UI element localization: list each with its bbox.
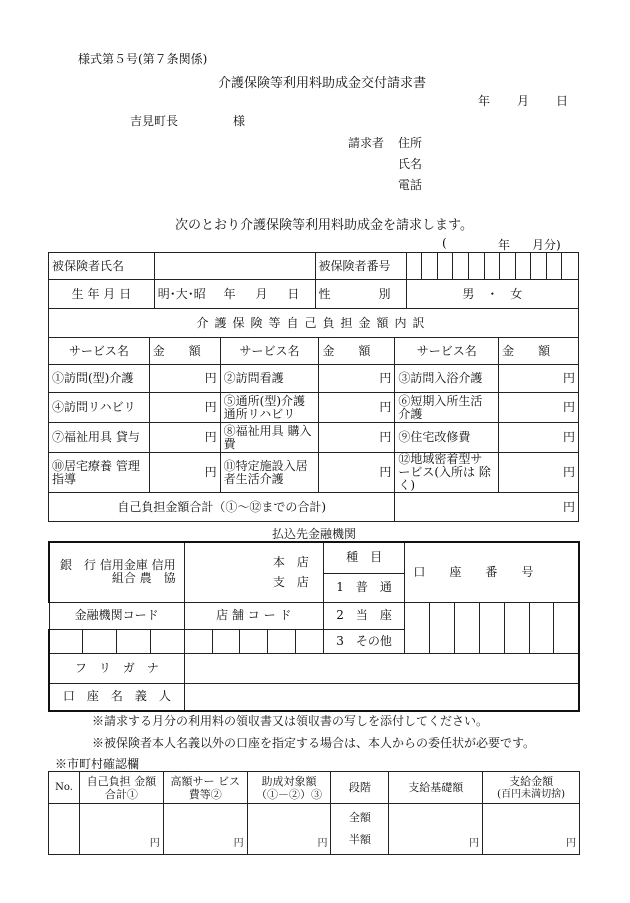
- dob-year: 年: [223, 286, 236, 301]
- total-label: 自己負担金額合計（①～⑫までの合計): [49, 493, 395, 522]
- institution-code-digit[interactable]: [150, 629, 184, 653]
- row-no[interactable]: [49, 804, 80, 855]
- confirm-table: [48, 771, 580, 855]
- col-service: サービス名: [395, 338, 499, 365]
- account-holder-field[interactable]: [184, 683, 579, 711]
- period-year: 年: [498, 238, 511, 252]
- insured-number-digit[interactable]: [406, 253, 422, 280]
- service-name: ①訪問(型)介護: [49, 365, 150, 393]
- self-total-amount[interactable]: 円: [79, 804, 163, 855]
- insured-name-field[interactable]: [154, 253, 315, 280]
- insured-number-digit[interactable]: [437, 253, 453, 280]
- insured-number-digit[interactable]: [562, 253, 579, 280]
- addressee-honorific: 様: [233, 114, 246, 128]
- service-name: ⑥短期入所生活 介護: [395, 393, 499, 423]
- service-name: ⑪特定施設入居 者生活介護: [220, 453, 319, 493]
- service-amount[interactable]: 円: [149, 423, 220, 453]
- date-month: 月: [517, 94, 530, 108]
- insured-number-digit[interactable]: [500, 253, 516, 280]
- institution-code-label: 金融機関コード: [49, 602, 184, 629]
- breakdown-table: [48, 308, 579, 522]
- col-amount: 金 額: [149, 338, 220, 365]
- dob-day: 日: [287, 286, 300, 301]
- insured-number-digit[interactable]: [531, 253, 547, 280]
- account-type-3[interactable]: 3 その他: [323, 629, 405, 653]
- col-stage: 段階: [331, 772, 389, 804]
- service-name: ⑩居宅療養 管理指導: [49, 453, 150, 493]
- breakdown-title: 介護保険等自己負担金額内訳: [49, 309, 579, 338]
- col-amount: 金 額: [319, 338, 395, 365]
- insured-number-digit[interactable]: [453, 253, 469, 280]
- service-name: ③訪問入浴介護: [395, 365, 499, 393]
- form-title: 介護保険等利用料助成金交付請求書: [218, 76, 427, 91]
- col-payment-sub: (百円未満切捨): [497, 788, 565, 800]
- service-name: ⑫地域密着型サ ービス(入所は 除く): [395, 453, 499, 493]
- branch-main: 本 店: [272, 555, 309, 570]
- furigana-label: フ リ ガ ナ: [49, 653, 184, 683]
- service-name: ⑨住宅改修費: [395, 423, 499, 453]
- base-amount[interactable]: 円: [389, 804, 483, 855]
- branch-code-digit[interactable]: [240, 629, 268, 653]
- account-type-1[interactable]: 1 普 通: [323, 573, 405, 602]
- account-digit[interactable]: [504, 602, 529, 653]
- col-self-total: 自己負担 金額合計①: [79, 772, 163, 804]
- date-day: 日: [556, 94, 569, 108]
- insured-number-label: 被保険者番号: [315, 253, 406, 280]
- statement: 次のとおり介護保険等利用料助成金を請求します。: [175, 218, 473, 233]
- insured-number-digit[interactable]: [468, 253, 484, 280]
- sex-label: 性 別: [315, 280, 406, 309]
- service-amount[interactable]: 円: [499, 393, 579, 423]
- stage-options[interactable]: [331, 804, 389, 855]
- bank-branch-types: [184, 542, 323, 602]
- service-amount[interactable]: 円: [499, 453, 579, 493]
- total-amount[interactable]: 円: [395, 493, 579, 522]
- institution-code-digit[interactable]: [83, 629, 117, 653]
- account-holder-label: 口 座 名 義 人: [49, 683, 184, 711]
- insured-number-digit[interactable]: [422, 253, 438, 280]
- col-service: サービス名: [220, 338, 319, 365]
- period-month: 月分): [532, 238, 561, 252]
- insured-table: [48, 252, 579, 309]
- branch-code-digit[interactable]: [268, 629, 296, 653]
- account-digit[interactable]: [479, 602, 504, 653]
- dob-era: 明･大･昭: [157, 286, 206, 301]
- address-label: 住所: [398, 136, 423, 150]
- claimant-label: 請求者: [348, 136, 385, 150]
- service-amount[interactable]: 円: [499, 423, 579, 453]
- dob-label: 生 年 月 日: [49, 280, 155, 309]
- institution-code-digit[interactable]: [49, 629, 83, 653]
- col-no: No.: [49, 772, 80, 804]
- service-amount[interactable]: 円: [499, 365, 579, 393]
- insured-number-digit[interactable]: [515, 253, 531, 280]
- service-name: ⑦福祉用具 貸与: [49, 423, 150, 453]
- service-name: ⑧福祉用具 購入費: [220, 423, 319, 453]
- account-number-label: 口 座 番 号: [405, 542, 579, 602]
- bank-title: 払込先金融機関: [272, 527, 357, 541]
- insured-name-label: 被保険者氏名: [49, 253, 155, 280]
- account-digit[interactable]: [455, 602, 480, 653]
- col-service: サービス名: [49, 338, 150, 365]
- note-proxy: ※被保険者本人名義以外の口座を指定する場合は、本人からの委任状が必要です。: [92, 736, 536, 750]
- phone-label: 電話: [398, 178, 423, 192]
- service-amount[interactable]: 円: [319, 423, 395, 453]
- confirm-title: ※市町村確認欄: [55, 757, 140, 771]
- service-amount[interactable]: 円: [149, 365, 220, 393]
- stage-half: 半額: [348, 833, 371, 846]
- bank-table: [48, 541, 580, 712]
- col-amount: 金 額: [499, 338, 579, 365]
- dob-month: 月: [255, 286, 268, 301]
- high-cost-amount[interactable]: 円: [163, 804, 247, 855]
- branch-code-digit[interactable]: [212, 629, 240, 653]
- insured-number-digit[interactable]: [546, 253, 562, 280]
- service-amount[interactable]: 円: [319, 365, 395, 393]
- col-high-cost: 高額サー ビス費等②: [163, 772, 247, 804]
- account-digit[interactable]: [529, 602, 554, 653]
- insured-number-digit[interactable]: [484, 253, 500, 280]
- dob-field[interactable]: [154, 280, 315, 309]
- service-amount[interactable]: 円: [319, 453, 395, 493]
- sex-options[interactable]: 男 ・ 女: [406, 280, 578, 309]
- furigana-field[interactable]: [184, 653, 579, 683]
- branch-code-digit[interactable]: [296, 629, 324, 653]
- addressee: 吉見町長: [130, 114, 179, 128]
- branch-code-label: 店 舗 コ ー ド: [184, 602, 323, 629]
- service-name: ②訪問看護: [220, 365, 319, 393]
- account-digit[interactable]: [554, 602, 579, 653]
- service-amount[interactable]: 円: [149, 393, 220, 423]
- subsidy-amount[interactable]: 円: [247, 804, 331, 855]
- date-year: 年: [478, 94, 491, 108]
- note-receipt: ※請求する月分の利用料の領収書又は領収書の写しを添付してください。: [92, 714, 489, 728]
- period-open: (: [442, 236, 447, 250]
- col-subsidy: 助成対象額 （①－②）③: [247, 772, 331, 804]
- form-number: 様式第５号(第７条関係): [78, 52, 208, 66]
- account-type-label: 種 目: [323, 542, 405, 573]
- col-payment-label: 支給金額: [509, 774, 554, 788]
- bank-institution-types: 銀 行 信用金庫 信用組合 農 協: [49, 542, 184, 602]
- name-label: 氏名: [398, 157, 423, 171]
- col-base: 支給基礎額: [389, 772, 483, 804]
- service-amount[interactable]: 円: [149, 453, 220, 493]
- payment-amount[interactable]: 円: [483, 804, 580, 855]
- institution-code-digit[interactable]: [117, 629, 151, 653]
- branch-sub: 支 店: [272, 575, 309, 590]
- branch-code-digit[interactable]: [184, 629, 212, 653]
- service-name: ④訪問リハビリ: [49, 393, 150, 423]
- account-digit[interactable]: [405, 602, 430, 653]
- service-name: ⑤通所(型)介護 通所リハビリ: [220, 393, 319, 423]
- service-amount[interactable]: 円: [319, 393, 395, 423]
- account-type-2[interactable]: 2 当 座: [323, 602, 405, 629]
- stage-full: 全額: [348, 811, 371, 824]
- account-digit[interactable]: [430, 602, 455, 653]
- col-payment: [483, 772, 580, 804]
